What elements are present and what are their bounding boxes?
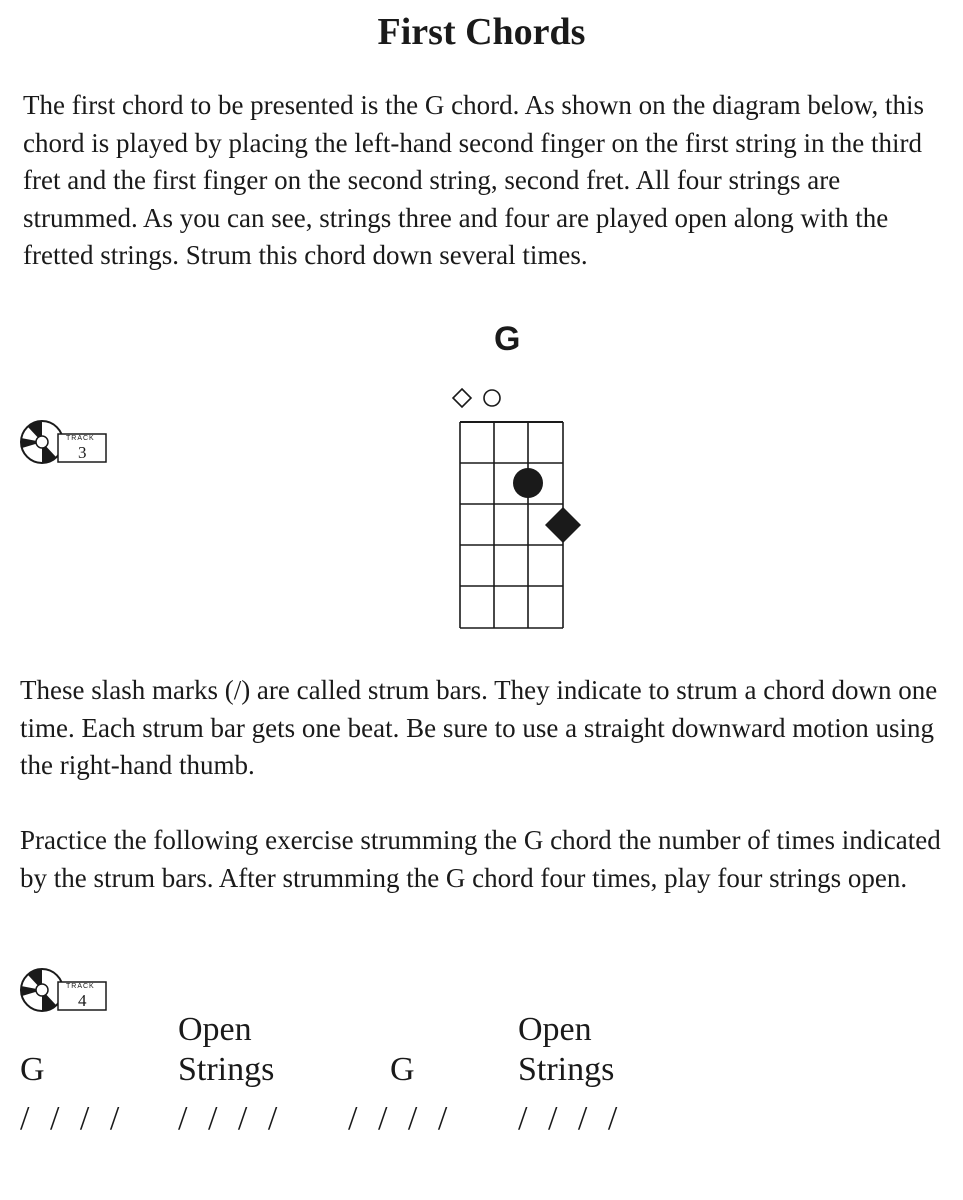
exercise-measure-2 [178, 1010, 348, 1138]
strum-bars: / / / / [178, 1100, 284, 1137]
track-label: TRACK [66, 435, 95, 442]
strum-bars: / / / / [348, 1100, 454, 1137]
exercise-chord-label: G [390, 1051, 415, 1088]
intro-paragraph: The first chord to be presented is the G chord. As shown on the diagram below, this chord is played by placing the left-hand second finger on the first string in the third fret and the first finger on the second string, second fret. All four strings are strummed. As you can see, strings three and four are played open along with the fretted strings. Strum this chord down several times. [23, 90, 925, 270]
exercise-label-line1: Open [178, 1011, 252, 1048]
finger-dot-diamond [545, 507, 581, 543]
exercise-chord-label: Strings [178, 1051, 275, 1088]
cd-icon [18, 966, 110, 1016]
track-label: TRACK [66, 983, 95, 990]
strum-bars: / / / / [20, 1100, 126, 1137]
exercise-label-line1: Open [518, 1011, 592, 1048]
exercise-label-line1 [20, 1010, 160, 1050]
exercise-chord-label: G [20, 1051, 45, 1088]
cd-icon [18, 418, 110, 468]
finger-dot-circle [513, 468, 543, 498]
page-title: First Chords [377, 11, 586, 53]
track-badge-4 [18, 966, 110, 1016]
track-badge-3 [18, 418, 110, 468]
open-string-diamond-icon [453, 389, 471, 407]
strum-bars: / / / / [518, 1100, 624, 1137]
g-chord-diagram [440, 380, 590, 635]
exercise-measure-3 [348, 1010, 488, 1138]
exercise-chord-label: Strings [518, 1051, 615, 1088]
chord-name: G [494, 320, 521, 358]
practice-paragraph: Practice the following exercise strumming the G chord the number of times indicated by the strum bars. After strumming the G chord four times, play four strings open. [20, 825, 941, 893]
exercise-measure-1 [20, 1010, 160, 1138]
track-number: 4 [78, 991, 87, 1010]
exercise-label-line1 [348, 1010, 488, 1050]
strum-bars-paragraph: These slash marks (/) are called strum bars. They indicate to strum a chord down one time. Each strum bar gets one beat. Be sure to use a straight downward motion using the right-hand thumb. [20, 675, 938, 780]
exercise-measure-4 [518, 1010, 718, 1138]
track-number: 3 [78, 443, 87, 462]
open-string-circle-icon [484, 390, 500, 406]
